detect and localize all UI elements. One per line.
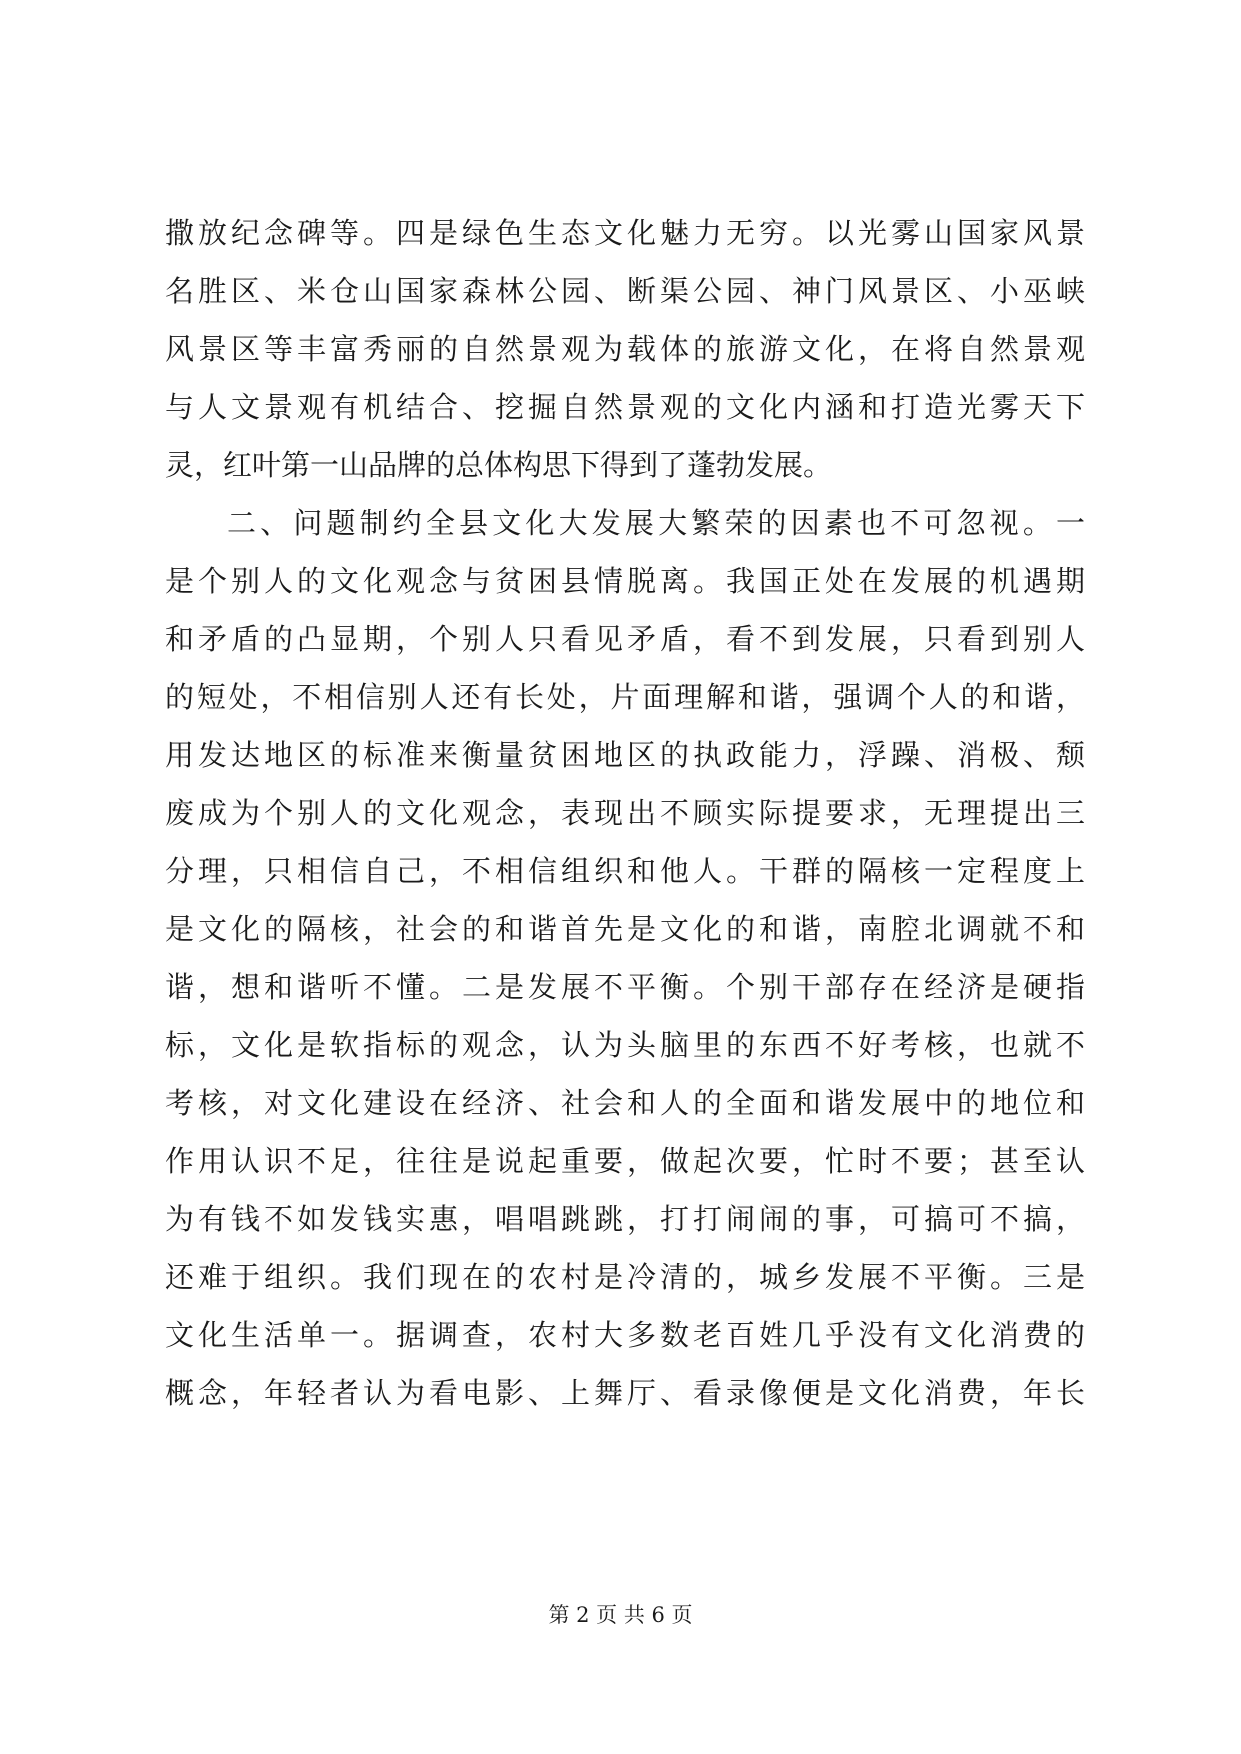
- text-line: 谐，想和谐听不懂。二是发展不平衡。个别干部存在经济是硬指: [165, 970, 1085, 1004]
- page-number-footer: 第 2 页 共 6 页: [548, 1603, 693, 1627]
- text-line: 分理，只相信自己，不相信组织和他人。干群的隔核一定程度上: [165, 854, 1085, 888]
- text-line: 和矛盾的凸显期，个别人只看见矛盾，看不到发展，只看到别人: [165, 622, 1085, 656]
- text-line: 标，文化是软指标的观念，认为头脑里的东西不好考核，也就不: [165, 1028, 1085, 1062]
- text-line: 作用认识不足，往往是说起重要，做起次要，忙时不要；甚至认: [165, 1144, 1085, 1178]
- text-line: 是文化的隔核，社会的和谐首先是文化的和谐，南腔北调就不和: [165, 912, 1085, 946]
- text-line: 灵，红叶第一山品牌的总体构思下得到了蓬勃发展。: [165, 448, 833, 482]
- text-line: 二、问题制约全县文化大发展大繁荣的因素也不可忽视。一: [227, 506, 1085, 540]
- text-line: 用发达地区的标准来衡量贫困地区的执政能力，浮躁、消极、颓: [165, 738, 1085, 772]
- text-line: 撒放纪念碑等。四是绿色生态文化魅力无穷。以光雾山国家风景: [165, 216, 1085, 250]
- text-line: 为有钱不如发钱实惠，唱唱跳跳，打打闹闹的事，可搞可不搞，: [165, 1202, 1085, 1236]
- text-line: 还难于组织。我们现在的农村是冷清的，城乡发展不平衡。三是: [165, 1260, 1085, 1294]
- text-line: 考核，对文化建设在经济、社会和人的全面和谐发展中的地位和: [165, 1086, 1085, 1120]
- text-line: 与人文景观有机结合、挖掘自然景观的文化内涵和打造光雾天下: [165, 390, 1085, 424]
- text-line: 的短处，不相信别人还有长处，片面理解和谐，强调个人的和谐，: [165, 680, 1085, 714]
- text-line: 风景区等丰富秀丽的自然景观为载体的旅游文化，在将自然景观: [165, 332, 1085, 366]
- text-line: 概念，年轻者认为看电影、上舞厅、看录像便是文化消费，年长: [165, 1376, 1085, 1410]
- text-line: 是个别人的文化观念与贫困县情脱离。我国正处在发展的机遇期: [165, 564, 1085, 598]
- text-line: 名胜区、米仓山国家森林公园、断渠公园、神门风景区、小巫峡: [165, 274, 1085, 308]
- text-line: 废成为个别人的文化观念，表现出不顾实际提要求，无理提出三: [165, 796, 1085, 830]
- text-line: 文化生活单一。据调查，农村大多数老百姓几乎没有文化消费的: [165, 1318, 1085, 1352]
